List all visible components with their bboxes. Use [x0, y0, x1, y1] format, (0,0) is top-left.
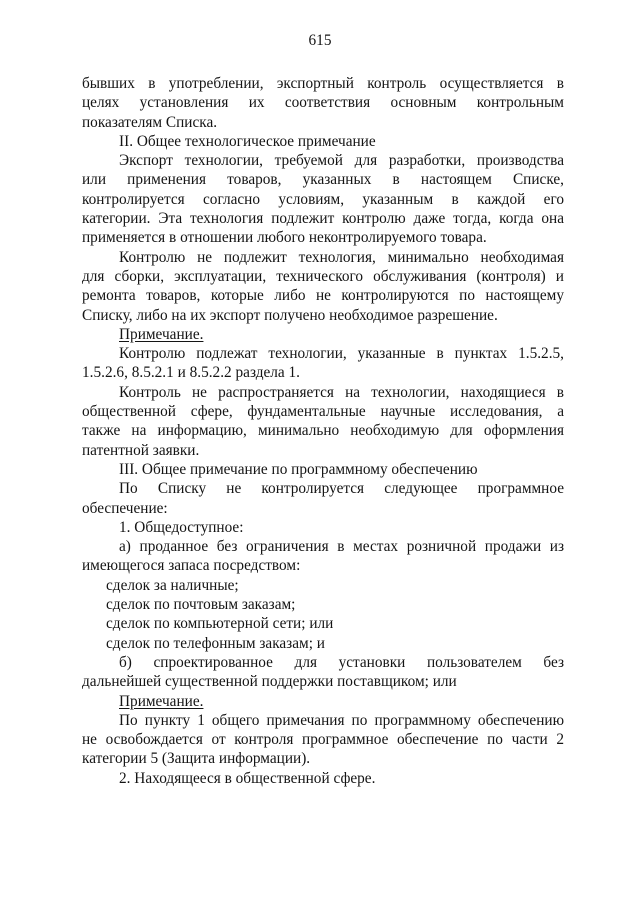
note-label: Примечание. — [119, 692, 204, 710]
list-item: сделок по телефонным заказам; и — [106, 634, 325, 652]
text-line: ремонта товаров, которые либо не контролируются по настоящему — [82, 287, 564, 305]
text-line: также на информацию, минимально необходимую для оформления — [82, 422, 564, 440]
list-item: сделок по почтовым заказам; — [106, 596, 296, 614]
text-line: имеющегося запаса посредством: — [82, 557, 301, 575]
section-heading: III. Общее примечание по программному обеспечению — [119, 460, 478, 478]
text-line: контролируется согласно условиям, указанным в каждой его — [82, 190, 564, 208]
page-number: 615 — [308, 32, 332, 49]
text-line: патентной заявки. — [82, 441, 200, 459]
list-item: сделок за наличные; — [106, 576, 239, 594]
text-line: или применения товаров, указанных в настоящем Списке, — [82, 171, 564, 189]
document-body — [82, 74, 564, 788]
text-line: не освобождается от контроля программное обеспечение по части 2 — [82, 731, 564, 749]
text-line: категории. Эта технология подлежит контролю даже тогда, когда она — [82, 210, 564, 228]
text-line: для сборки, эксплуатации, технического обслуживания (контроля) и — [82, 267, 564, 285]
text-line: Контролю подлежат технологии, указанные в пунктах 1.5.2.5, — [119, 345, 564, 363]
note-heading — [82, 692, 564, 711]
note-heading — [82, 325, 564, 344]
text-line: целях установления их соответствия основным контрольным — [82, 94, 564, 112]
text-line: общественной сфере, фундаментальные научные исследования, а — [82, 403, 564, 421]
text-line: Списку, либо на их экспорт получено необходимое разрешение. — [82, 306, 498, 324]
text-line: 1.5.2.6, 8.5.2.1 и 8.5.2.2 раздела 1. — [82, 364, 301, 382]
text-line: обеспечение: — [82, 499, 168, 517]
text-line: показателям Списка. — [82, 113, 218, 131]
text-line: Контроль не распространяется на технологии, находящиеся в — [119, 383, 564, 401]
list-item: сделок по компьютерной сети; или — [106, 615, 334, 633]
text-line: бывших в употреблении, экспортный контроль осуществляется в — [82, 75, 564, 92]
text-line: б) спроектированное для установки пользователем без — [119, 653, 564, 671]
text-line: а) проданное без ограничения в местах розничной продажи из — [119, 538, 564, 556]
text-line: По Списку не контролируется следующее программное — [119, 480, 564, 498]
text-line: категории 5 (Защита информации). — [82, 750, 311, 768]
section-heading: II. Общее технологическое примечание — [119, 132, 376, 150]
text-line: Контролю не подлежит технология, минимально необходимая — [119, 248, 564, 266]
note-label: Примечание. — [119, 325, 204, 343]
text-line: 2. Находящееся в общественной сфере. — [119, 769, 376, 787]
text-line: 1. Общедоступное: — [119, 518, 244, 536]
text-line: По пункту 1 общего примечания по программному обеспечению — [119, 711, 564, 729]
text-line: применяется в отношении любого неконтролируемого товара. — [82, 229, 487, 247]
text-line: дальнейшей существенной поддержки поставщиком; или — [82, 673, 457, 691]
text-line: Экспорт технологии, требуемой для разработки, производства — [119, 152, 564, 170]
